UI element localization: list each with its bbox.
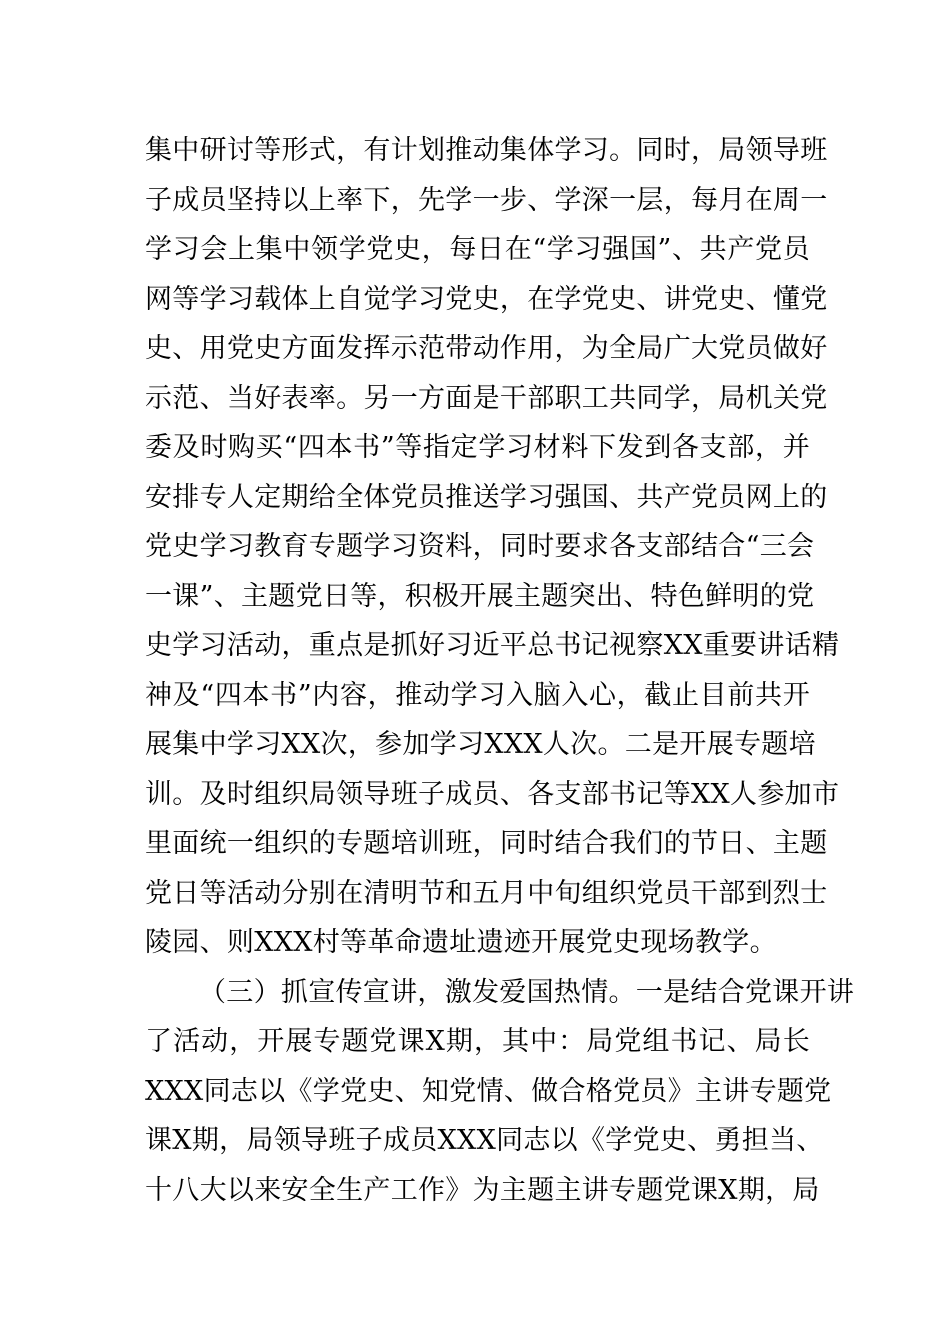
text-line: 集中研讨等形式，有计划推动集体学习。同时，局领导班 [145,135,828,166]
text-line: 一课”、主题党日等，积极开展主题突出、特色鲜明的党 [145,580,815,612]
text-line: 史、用党史方面发挥示范带动作用，为全局广大党员做好 [145,333,828,364]
text-line: 子成员坚持以上率下，先学一步、学深一层，每月在周一 [145,184,828,216]
text-line: 展集中学习XX次，参加学习XXX人次。二是开展专题培 [145,729,816,760]
text-line: 示范、当好表率。另一方面是干部职工共同学，局机关党 [145,382,828,414]
text-line: 训。及时组织局领导班子成员、各支部书记等XX人参加市 [145,778,840,810]
text-line: 党史学习教育专题学习资料，同时要求各支部结合“三会 [145,531,815,562]
text-line: 课X期，局领导班子成员XXX同志以《学党史、勇担当、 [145,1125,824,1156]
text-line: 党日等活动分别在清明节和五月中旬组织党员干部到烈士 [145,877,828,909]
text-line: 神及“四本书”内容，推动学习入脑入心，截止目前共开 [145,679,810,711]
text-line: 里面统一组织的专题培训班，同时结合我们的节日、主题 [145,828,828,859]
paragraph-end-line: 陵园、则XXX村等革命遗址遗迹开展党史现场教学。 [145,927,777,958]
section-heading-line: （三）抓宣传宣讲，激发爱国热情。一是结合党课开讲 [199,976,855,1008]
text-line: 史学习活动，重点是抓好习近平总书记视察XX重要讲话精 [145,630,840,661]
text-line: 委及时购买“四本书”等指定学习材料下发到各支部，并 [145,432,810,463]
text-line: 十八大以来安全生产工作》为主题主讲专题党课X期，局 [145,1174,820,1206]
text-line: 网等学习载体上自觉学习党史，在学党史、讲党史、懂党 [145,283,828,315]
text-line: XXX同志以《学党史、知党情、做合格党员》主讲专题党 [145,1075,832,1107]
text-line: 学习会上集中领学党史，每日在“学习强国”、共产党员 [145,234,810,265]
body-text [145,126,855,1215]
text-line: 了活动，开展专题党课X期，其中：局党组书记、局长 [145,1026,810,1057]
text-line: 安排专人定期给全体党员推送学习强国、共产党员网上的 [145,481,828,513]
